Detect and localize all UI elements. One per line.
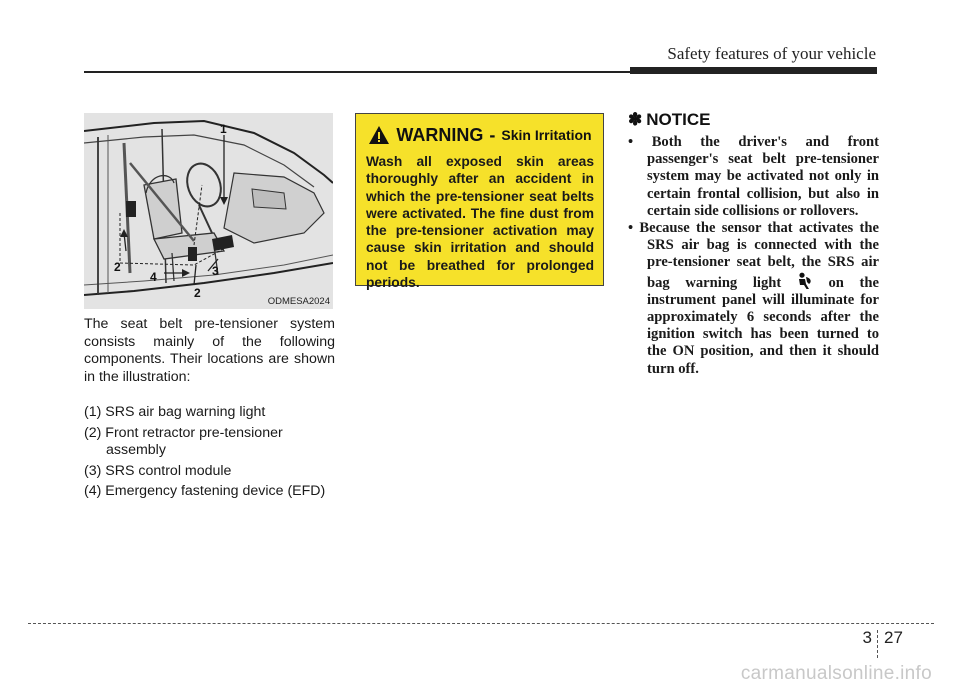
notice-bullet-text-end: on the instrument panel will illuminate for approximately 6 seconds after the ignition switch has been turned to the ON position, and then it should turn off.	[647, 274, 879, 377]
callout-4: 4	[150, 270, 157, 284]
component-list	[84, 404, 335, 501]
warning-heading	[366, 123, 594, 147]
page-number: 27	[884, 628, 903, 647]
list-item: (4) Emergency fastening device (EFD)	[84, 483, 326, 499]
list-item: (3) SRS control module	[84, 462, 232, 479]
callout-3: 3	[212, 264, 219, 278]
callout-2-bottom: 2	[194, 286, 201, 300]
watermark: carmanualsonline.info	[740, 663, 932, 684]
list-item: (2) Front retractor pre-tensioner assembly	[84, 424, 283, 458]
warning-triangle-icon	[368, 125, 390, 145]
warning-dash: -	[489, 124, 496, 145]
seatbelt-pretensioner-illustration	[84, 113, 333, 309]
notice-bullet-text: Because the sensor that activates the SRS air bag is connected with the pre-tensioner seat belt, the SRS air bag warning light	[639, 220, 879, 291]
body-text	[84, 316, 335, 504]
figure-code: ODMESA2024	[267, 296, 330, 307]
header-bar	[630, 67, 877, 74]
warning-subtitle: Skin Irritation	[501, 127, 592, 143]
intro-paragraph: The seat belt pre-tensioner system consists mainly of the following components. Their locations are shown in the illustration:	[84, 316, 335, 385]
list-item: (1) SRS air bag warning light	[84, 404, 266, 420]
airbag-warning-icon	[797, 272, 813, 290]
notice-section	[628, 110, 879, 378]
warning-box	[355, 113, 604, 291]
notice-bullet: • Because the sensor that activates the SRS air bag is connected with the pre-tensioner seat belt, the SRS air bag warning light on the instrument panel will illuminate for approximately 6 seconds after the ignition switch has been turned to the ON position, and then it should turn off.	[628, 220, 879, 377]
car-interior-drawing	[84, 113, 333, 309]
warning-word: WARNING	[396, 124, 484, 145]
notice-heading	[628, 110, 879, 130]
callout-2-left: 2	[114, 260, 121, 274]
notice-list	[628, 134, 879, 378]
page-separator	[877, 630, 878, 658]
notice-symbol: ✽	[628, 110, 643, 129]
footer-rule	[28, 623, 934, 624]
header-rule	[84, 71, 630, 73]
warning-text: Wash all exposed skin areas thoroughly after an accident in which the pre-tensioner seat belts were activated. The fine dust from the pre-tensioner activation may cause skin irritation and should not be breathed for prolonged periods.	[366, 154, 594, 291]
notice-bullet-text: Both the driver's and front passenger's seat belt pre-tensioner system may be activated not only in certain frontal collision, but also in certain side collisions or rollovers.	[647, 134, 879, 219]
running-header: Safety features of your vehicle	[667, 44, 876, 63]
callout-1: 1	[220, 122, 227, 136]
chapter-number: 3	[862, 628, 872, 647]
notice-title: NOTICE	[646, 110, 711, 129]
notice-bullet: • Both the driver's and front passenger's seat belt pre-tensioner system may be activated not only in certain frontal collision, but also in certain side collisions or rollovers.	[628, 134, 879, 219]
